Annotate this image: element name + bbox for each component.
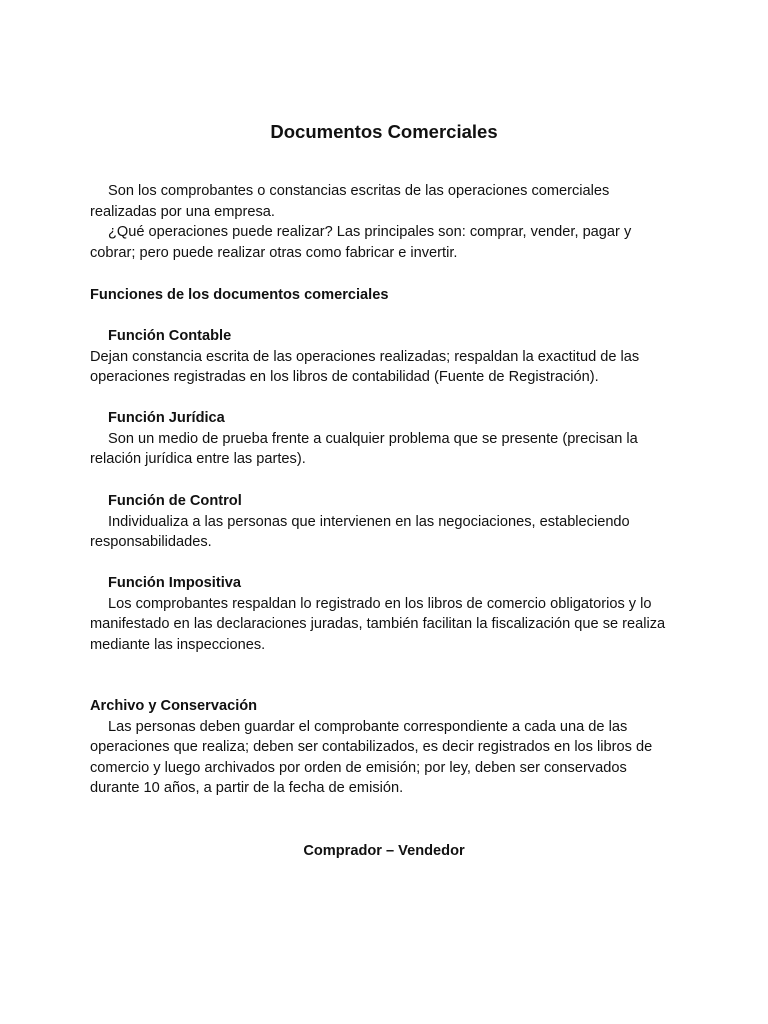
function-contable-text: Dejan constancia escrita de las operaciones realizadas; respaldan la exactitud de las operaciones registradas en los libros de contabilidad (Fuente de Registración). [90,348,640,386]
function-impositiva-section [90,573,670,655]
function-impositiva-text: Los comprobantes respaldan lo registrado en los libros de comercio obligatorios y lo manifestado en las declaraciones juradas, también facilitan la fiscalización que se realiza mediante las inspecciones. [90,595,666,653]
archive-text: Las personas deben guardar el comprobante correspondiente a cada una de las operaciones que realiza; deben ser contabilizados, es decir registrados en los libros de comercio y luego archivados por orden de emisión; por ley, deben ser conservados durante 10 años, a partir de la fecha de emisión. [90,718,653,797]
functions-heading: Funciones de los documentos comerciales [90,287,389,303]
page-title: Documentos Comerciales [270,121,498,142]
function-juridica-text: Son un medio de prueba frente a cualquier problema que se presente (precisan la relación jurídica entre las partes). [90,430,638,468]
intro-paragraph-1: Son los comprobantes o constancias escritas de las operaciones comerciales realizadas por una empresa. [90,183,610,220]
function-juridica-section [90,408,670,470]
functions-heading-block [90,285,670,306]
intro-paragraph-2: ¿Qué operaciones puede realizar? Las principales son: comprar, vender, pagar y cobrar; pero puede realizar otras como fabricar e invertir. [90,224,632,261]
archive-section [90,696,670,799]
function-contable-title: Función Contable [108,328,232,344]
function-contable-section [90,326,670,388]
footer-heading: Comprador – Vendedor [303,843,465,859]
function-juridica-title: Función Jurídica [108,410,225,426]
function-impositiva-title: Función Impositiva [108,575,241,591]
function-control-title: Función de Control [108,493,242,509]
function-control-text: Individualiza a las personas que intervienen en las negociaciones, estableciendo responsabilidades. [90,513,630,551]
intro-section [90,181,670,263]
function-control-section [90,491,670,553]
archive-heading: Archivo y Conservación [90,698,258,714]
